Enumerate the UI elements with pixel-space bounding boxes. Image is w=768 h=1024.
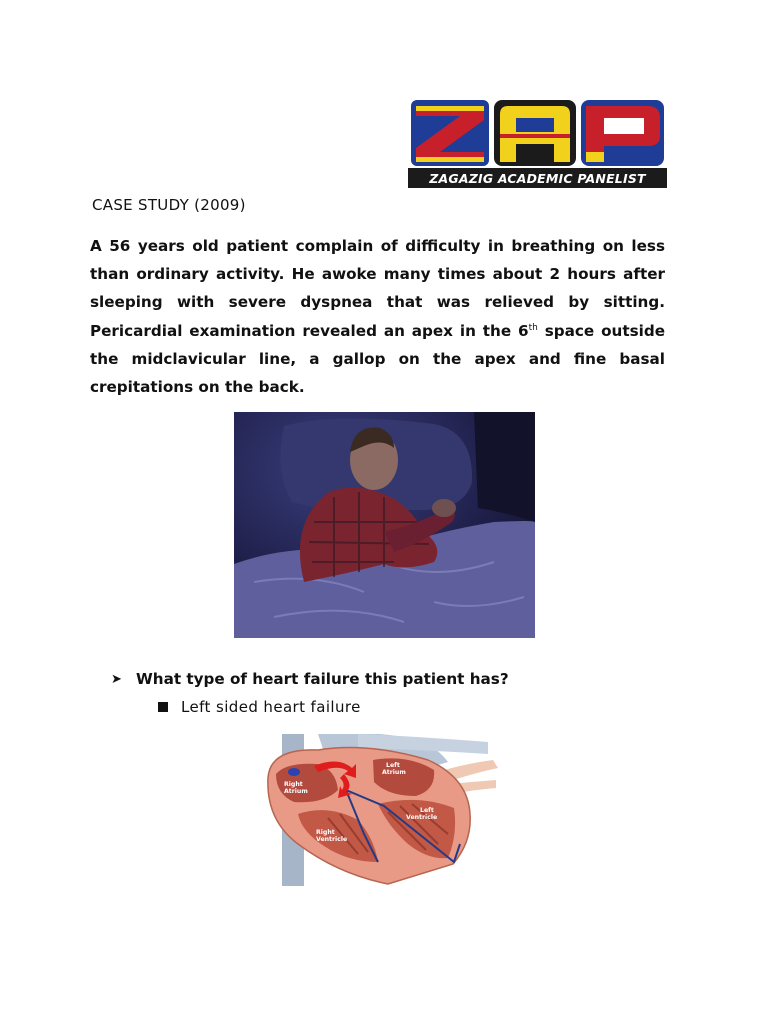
label-left-atrium-1: Left [386,762,400,769]
square-bullet-icon [158,702,168,712]
label-left-ventricle-2: Ventricle [406,814,438,821]
case-text-part1: A 56 years old patient complain of difficulty in breathing on less than ordinary activity. He awoke many times about 2 hours after sleeping with severe dyspnea that was relieved by sitting. Pericardial examination revealed an apex in the 6 [90,237,665,340]
case-text-superscript: th [528,322,538,333]
label-right-ventricle-2: Ventricle [316,836,348,843]
answer-text: Left sided heart failure [181,698,361,716]
case-study-heading: CASE STUDY (2009) [92,196,246,214]
logo-tagline: ZAGAZIG ACADEMIC PANELIST [429,171,646,186]
answer-row [158,698,361,716]
label-right-atrium-1: Right [284,781,303,788]
question-row [111,670,509,688]
question-text: What type of heart failure this patient has? [136,670,509,688]
zap-logo [408,98,667,188]
case-description [90,232,665,401]
heart-diagram [258,734,508,886]
label-right-atrium-2: Atrium [284,788,308,795]
arrowhead-bullet-icon: ➤ [111,671,122,687]
patient-photo [234,412,535,638]
case-text-part2: space outside the midclavicular line, a gallop on the apex and fine basal crepitations on the back. [90,321,666,397]
logo-letter-a [494,100,576,166]
label-left-atrium-2: Atrium [382,769,406,776]
label-left-ventricle-1: Left [420,807,434,814]
label-right-ventricle-1: Right [316,829,335,836]
logo-letter-z [411,100,489,166]
logo-letter-p [581,100,664,166]
